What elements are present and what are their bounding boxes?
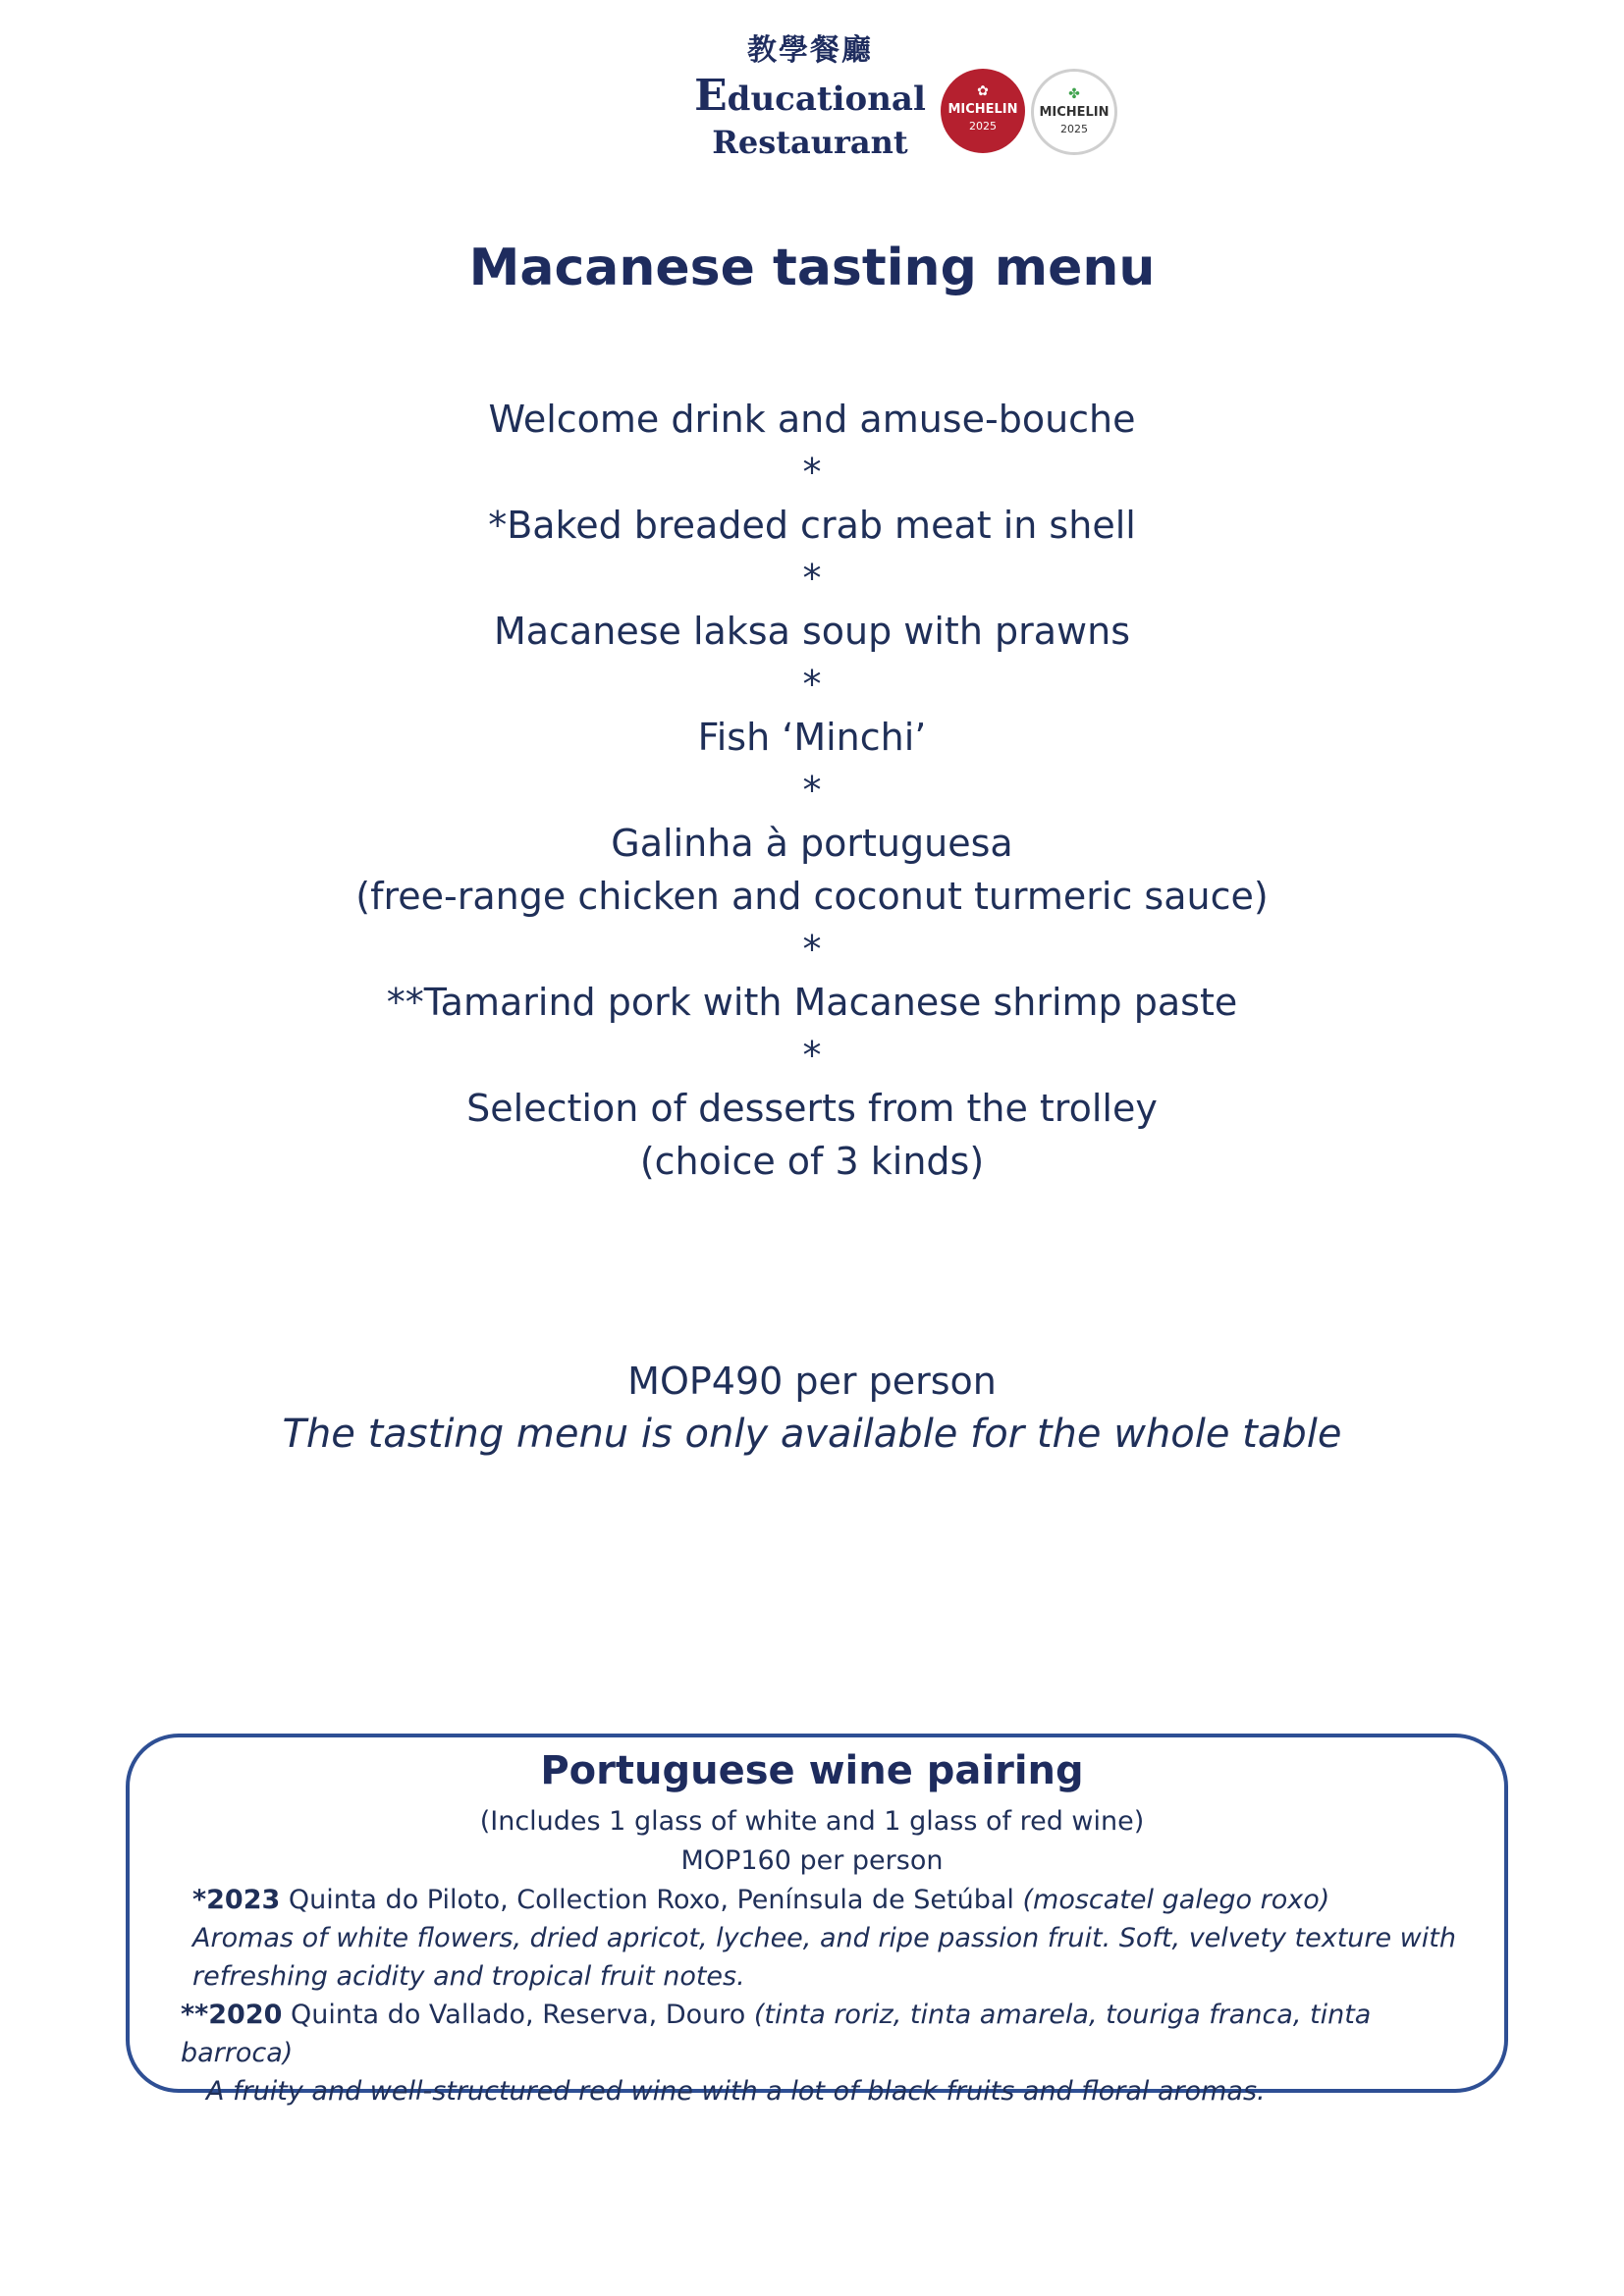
green-clover-icon: ✤ [1068, 86, 1080, 102]
wine-name: Quinta do Vallado, Reserva, Douro [282, 2000, 754, 2030]
wine-pairing-includes: (Includes 1 glass of white and 1 glass of red wine) [479, 1806, 1145, 1837]
michelin-star-icon: ✿ [977, 83, 989, 99]
wine-description: A fruity and well-structured red wine with a lot of black fruits and floral aromas. [206, 2076, 1266, 2107]
wine-pairing-price: MOP160 per person [680, 1845, 944, 1876]
name-initial: E [694, 71, 728, 121]
restaurant-name-line2: Restaurant [712, 124, 908, 161]
wine-grapes: (moscatel galego roxo) [1022, 1885, 1330, 1915]
badge-year: 2025 [969, 120, 997, 133]
wine-year: 2020 [208, 2000, 283, 2030]
separator: * [802, 1034, 822, 1077]
badge-year: 2025 [1060, 123, 1088, 135]
badge-label: MICHELIN [947, 102, 1018, 117]
wine-description: Aromas of white flowers, dried apricot, lychee, and ripe passion fruit. Soft, velvety texture with [192, 1923, 1456, 1953]
chinese-name: 教學餐廳 [747, 33, 873, 68]
header [0, 29, 1624, 167]
wine-item [192, 1881, 1489, 1919]
page-title: Macanese tasting menu [468, 239, 1156, 297]
name-rest: ducational [727, 80, 926, 119]
separator: * [802, 557, 822, 600]
course-welcome: Welcome drink and amuse-bouche [488, 398, 1136, 441]
course-tamarind-pork: **Tamarind pork with Macanese shrimp paste [386, 981, 1238, 1024]
course-desserts-detail: (choice of 3 kinds) [639, 1140, 985, 1183]
separator: * [802, 928, 822, 971]
course-list [0, 393, 1624, 1188]
course-minchi: Fish ‘Minchi’ [697, 716, 927, 759]
michelin-green-star-badge [1031, 69, 1117, 155]
wine-name: Quinta do Piloto, Collection Roxo, Península de Setúbal [280, 1885, 1023, 1915]
wine-grapes: (tinta roriz, tinta amarela, touriga franca, tinta barroca) [181, 2000, 1372, 2068]
wine-pairing-info [0, 1802, 1624, 1881]
michelin-badge [941, 69, 1025, 153]
separator: * [802, 769, 822, 812]
wine-year: 2023 [206, 1885, 281, 1915]
wine-list [181, 1881, 1489, 2110]
separator: * [802, 451, 822, 494]
separator: * [802, 663, 822, 706]
course-desserts: Selection of desserts from the trolley [466, 1087, 1158, 1130]
menu-price: MOP490 per person [627, 1360, 997, 1403]
course-laksa: Macanese laksa soup with prawns [493, 610, 1130, 653]
badge-label: MICHELIN [1039, 105, 1110, 120]
restaurant-logo [677, 29, 943, 162]
wine-item [181, 1996, 1489, 2072]
course-galinha: Galinha à portuguesa [611, 822, 1013, 865]
price-note: The tasting menu is only available for the whole table [282, 1412, 1342, 1457]
restaurant-name-line1 [677, 73, 943, 123]
course-galinha-detail: (free-range chicken and coconut turmeric sauce) [355, 875, 1269, 918]
wine-pairing-title: Portuguese wine pairing [540, 1748, 1084, 1793]
price-section [0, 1355, 1624, 1461]
wine-marker: * [192, 1885, 207, 1915]
wine-description: refreshing acidity and tropical fruit notes. [192, 1961, 745, 1992]
wine-marker: ** [181, 2000, 209, 2030]
course-crab: *Baked breaded crab meat in shell [488, 504, 1136, 547]
